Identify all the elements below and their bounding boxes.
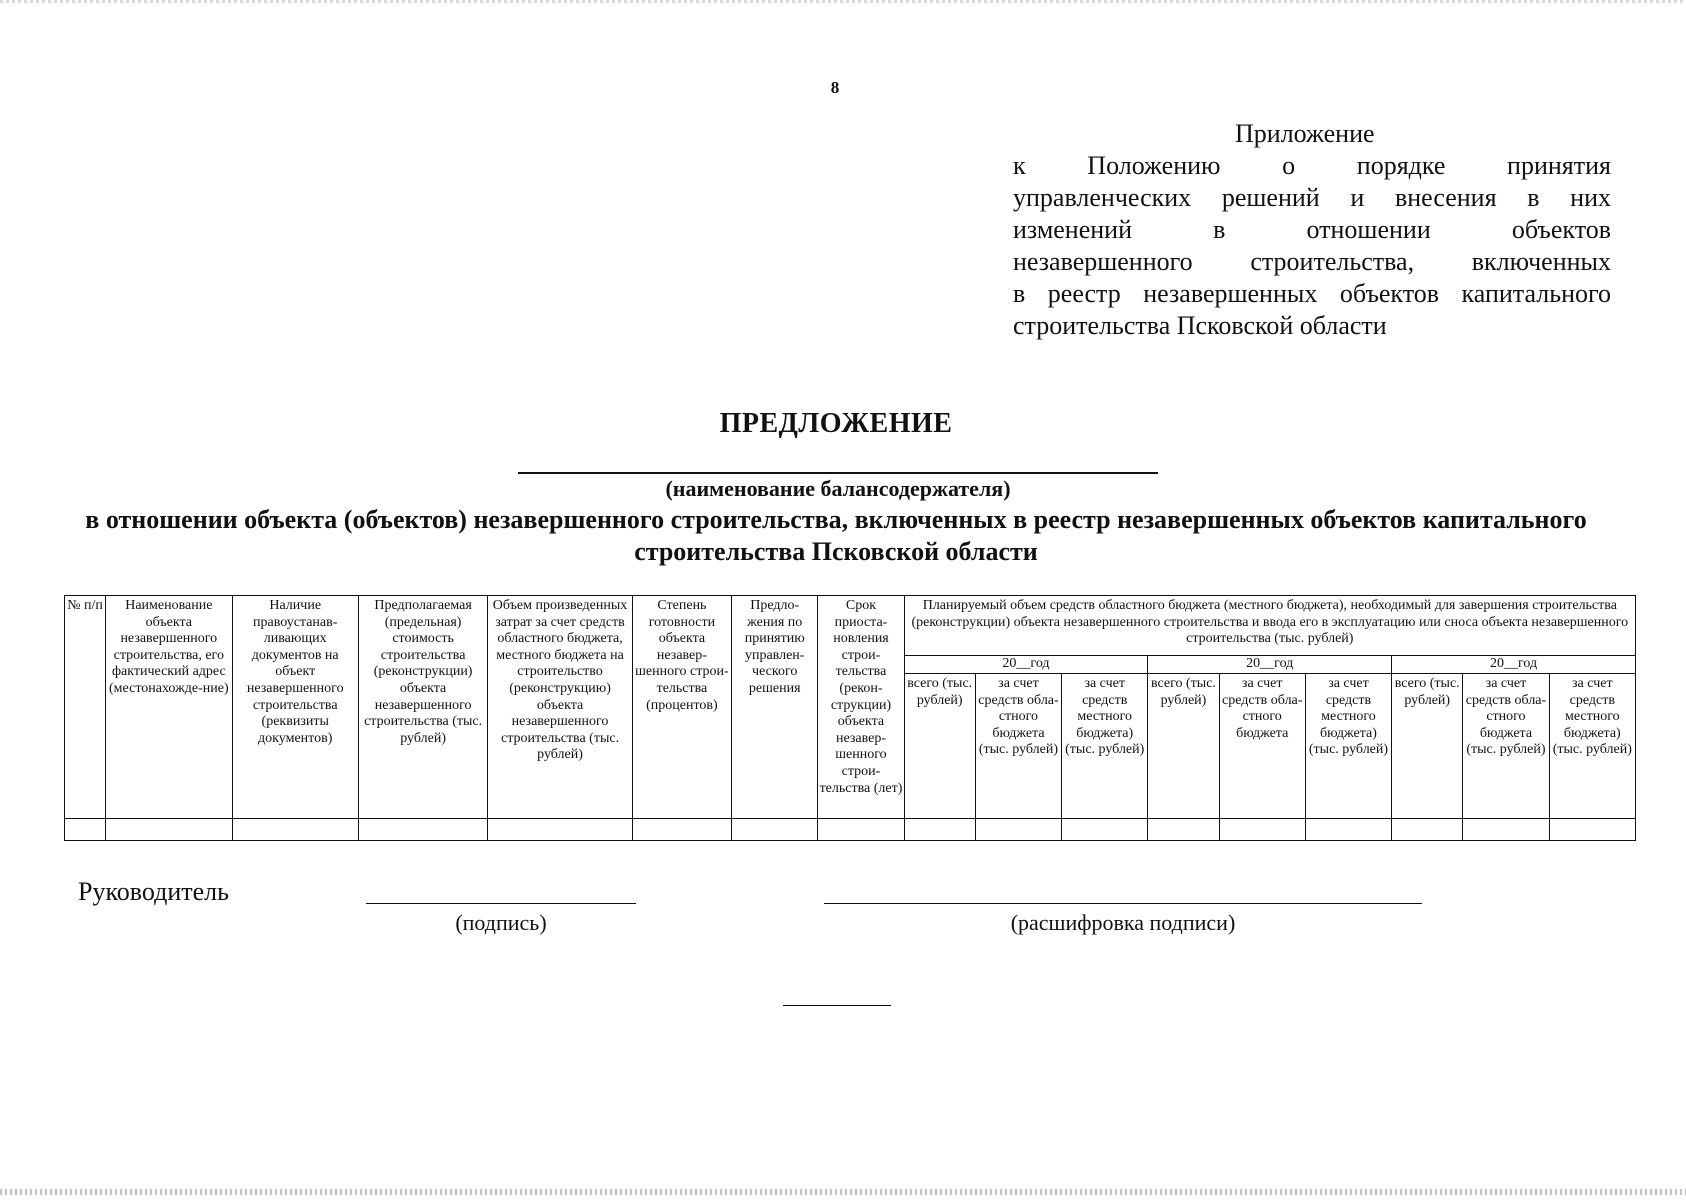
table-cell[interactable] [1148, 819, 1219, 841]
table-cell[interactable] [1305, 819, 1391, 841]
year-header: 20__год [1392, 656, 1636, 674]
subcolumn-header-regional-budget: за счет средств обла-стного бюджета (тыс. рублей) [1463, 674, 1549, 819]
appendix-title: Приложение [1235, 119, 1375, 148]
year-header: 20__год [904, 656, 1148, 674]
appendix-block [1013, 118, 1611, 342]
year-header: 20__год [1148, 656, 1392, 674]
appendix-line: строительства Псковской области [1013, 311, 1387, 340]
end-rule [783, 1005, 891, 1006]
column-header-documents: Наличие правоустанав-ливающих документов на объект незавершенного строительства (реквизиты документов) [232, 596, 358, 819]
table-cell[interactable] [1549, 819, 1635, 841]
column-header-suspension-term: Срок приоста-новления строи-тельства (рекон-струкции) объекта незавер-шенного строи-тельства (лет) [818, 596, 904, 819]
table-cell[interactable] [358, 819, 487, 841]
table-cell[interactable] [1062, 819, 1148, 841]
signature-caption: (подпись) [455, 910, 547, 935]
subcolumn-header-total: всего (тыс. рублей) [1148, 674, 1219, 819]
subcolumn-header-local-budget: за счет средств местного бюджета) (тыс. рублей) [1305, 674, 1391, 819]
subcolumn-header-local-budget: за счет средств местного бюджета) (тыс. рублей) [1549, 674, 1635, 819]
table-cell[interactable] [488, 819, 632, 841]
page-number: 8 [830, 78, 840, 97]
proposal-table [64, 595, 1636, 841]
table-cell[interactable] [975, 819, 1061, 841]
table-cell[interactable] [232, 819, 358, 841]
appendix-line: изменений в отношении объектов [1013, 215, 1611, 244]
subcolumn-header-regional-budget: за счет средств обла-стного бюджета [1219, 674, 1305, 819]
table-cell[interactable] [732, 819, 818, 841]
appendix-line: незавершенного строительства, включенных [1013, 247, 1611, 276]
column-header-costs-incurred: Объем произведенных затрат за счет средств областного бюджета, местного бюджета на строительство (реконструкцию) объекта незавершенного строительства (тыс. рублей) [488, 596, 632, 819]
column-header-readiness: Степень готовности объекта незавер-шенного строи-тельства (процентов) [632, 596, 731, 819]
column-header-estimated-cost: Предполагаемая (предельная) стоимость строительства (реконструкции) объекта незавершенного строительства (тыс. рублей) [358, 596, 487, 819]
subcolumn-header-total: всего (тыс. рублей) [1392, 674, 1463, 819]
table-cell[interactable] [1463, 819, 1549, 841]
table-cell[interactable] [65, 819, 106, 841]
head-label: Руководитель [78, 877, 229, 906]
column-group-planned-funds: Планируемый объем средств областного бюджета (местного бюджета), необходимый для завершения строительства (реконструкции) объекта незавершенного строительства и ввода его в эксплуатацию или сноса объекта незавершенного строительства (тыс. рублей) [904, 596, 1635, 656]
signature-line[interactable] [366, 903, 636, 904]
column-header-object-name: Наименование объекта незавершенного строительства, его фактический адрес (местонахожде-ние) [106, 596, 232, 819]
document-title: ПРЕДЛОЖЕНИЕ [719, 408, 953, 439]
table-cell[interactable] [818, 819, 904, 841]
column-header-number: № п/п [65, 596, 106, 819]
subcolumn-header-regional-budget: за счет средств обла-стного бюджета (тыс. рублей) [975, 674, 1061, 819]
table-cell[interactable] [106, 819, 232, 841]
table-row [65, 819, 1636, 841]
column-header-proposals: Предло-жения по принятию управлен-ческого решения [732, 596, 818, 819]
balance-holder-name-line[interactable] [518, 472, 1158, 474]
table-cell[interactable] [904, 819, 975, 841]
document-subtitle: в отношении объекта (объектов) незавершенного строительства, включенных в реестр незавершенных объектов капитального строительства Псковской области [85, 505, 1587, 566]
subcolumn-header-total: всего (тыс. рублей) [904, 674, 975, 819]
subcolumn-header-local-budget: за счет средств местного бюджета) (тыс. рублей) [1062, 674, 1148, 819]
appendix-line: к Положению о порядке принятия [1013, 151, 1611, 180]
scan-edge-top [0, 0, 1686, 3]
scan-edge-bottom [0, 1189, 1686, 1195]
table-cell[interactable] [1392, 819, 1463, 841]
appendix-line: управленческих решений и внесения в них [1013, 183, 1611, 212]
table-cell[interactable] [632, 819, 731, 841]
signature-decode-caption: (расшифровка подписи) [1010, 910, 1236, 935]
appendix-line: в реестр незавершенных объектов капитального [1013, 279, 1611, 308]
balance-holder-caption: (наименование балансодержателя) [665, 476, 1011, 501]
table-cell[interactable] [1219, 819, 1305, 841]
signature-decode-line[interactable] [824, 903, 1422, 904]
